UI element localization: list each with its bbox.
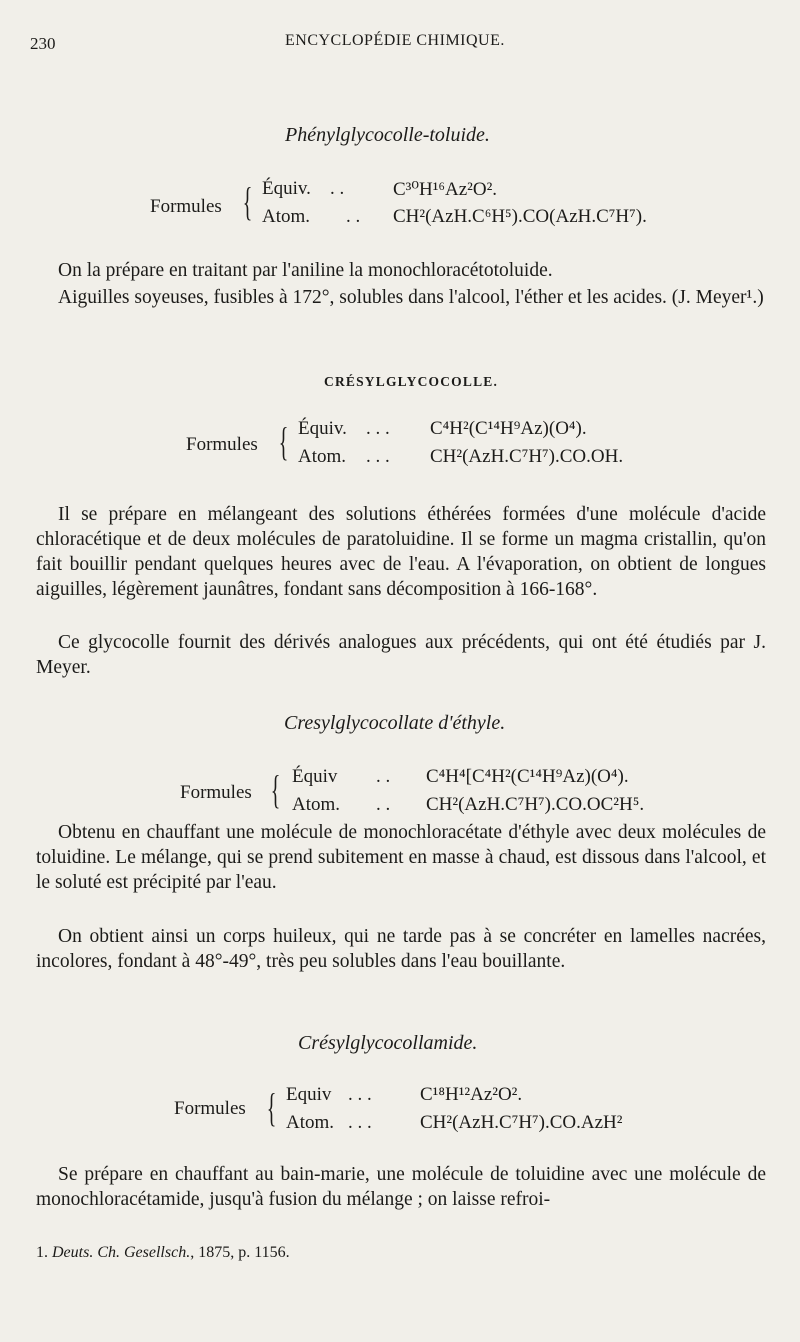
leader-dots: . . . (348, 1084, 372, 1105)
equiv-formula: C⁴H⁴[C⁴H²(C¹⁴H⁹Az)(O⁴). (426, 766, 629, 787)
paragraph: Il se prépare en mélangeant des solutions éthérées formées d'une molécule d'acide chloracétique et de deux molécules de paratoluidine. Il se forme un magma cristallin, qu'on fait bouillir pendant quelques heures avec de l'eau. A l'évaporation, on obtient de longues aiguilles, légèrement jaunâtres, fondant sans décomposition à 166-168°. (36, 504, 766, 600)
brace-icon: { (270, 767, 281, 812)
equiv-formula: C³⁰H¹⁶Az²O². (393, 179, 498, 200)
section-title-cresylglycocolle: CRÉSYLGLYCOCOLLE. (324, 374, 499, 389)
brace-icon: { (266, 1085, 277, 1130)
leader-dots: . . (376, 766, 391, 787)
section-title-phenylglycocolle-toluide: Phénylglycocolle-toluide. (285, 124, 490, 146)
equiv-label: Equiv (286, 1084, 332, 1105)
section-title-cresylglycocollamide: Crésylglycocollamide. (298, 1032, 478, 1054)
atom-formula: CH²(AzH.C⁶H⁵).CO(AzH.C⁷H⁷). (393, 206, 647, 227)
atom-label: Atom. (298, 446, 347, 467)
paragraph: Aiguilles soyeuses, fusibles à 172°, solubles dans l'alcool, l'éther et les acides. (J. Meyer¹.) (58, 287, 764, 308)
paragraph: Se prépare en chauffant au bain-marie, une molécule de toluidine avec une molécule de monochloracétamide, jusqu'à fusion du mélange ; on laisse refroi- (36, 1164, 766, 1210)
equiv-label: Équiv (292, 766, 338, 787)
atom-formula: CH²(AzH.C⁷H⁷).CO.OC²H⁵. (426, 794, 645, 815)
running-title: ENCYCLOPÉDIE CHIMIQUE. (285, 32, 505, 49)
paragraph: On obtient ainsi un corps huileux, qui ne tarde pas à se concréter en lamelles nacrées, incolores, fondant à 48°-49°, très peu solubles dans l'eau bouillante. (36, 926, 766, 972)
formula-block-1 (150, 178, 710, 238)
formula-label: Formules (174, 1098, 246, 1119)
formula-label: Formules (180, 782, 252, 803)
formula-block-3 (180, 766, 740, 826)
footnote-reference: , 1875, p. 1156. (190, 1244, 290, 1261)
leader-dots: . . . (348, 1112, 372, 1133)
atom-formula: CH²(AzH.C⁷H⁷).CO.OH. (430, 446, 624, 467)
footnote-source: Deuts. Ch. Gesellsch. (52, 1244, 191, 1261)
formula-block-2 (186, 418, 746, 478)
atom-label: Atom. (286, 1112, 335, 1133)
section-title-cresylglycocollate-ethyle: Cresylglycocollate d'éthyle. (284, 712, 506, 734)
atom-formula: CH²(AzH.C⁷H⁷).CO.AzH² (420, 1112, 623, 1133)
brace-icon: { (278, 419, 289, 464)
equiv-formula: C⁴H²(C¹⁴H⁹Az)(O⁴). (430, 418, 587, 439)
leader-dots: . . (346, 206, 361, 227)
equiv-label: Équiv. (298, 418, 347, 439)
formula-label: Formules (150, 196, 222, 217)
leader-dots: . . (330, 178, 345, 199)
formula-block-4 (174, 1084, 734, 1144)
formula-label: Formules (186, 434, 258, 455)
atom-label: Atom. (262, 206, 311, 227)
footnote (36, 1244, 290, 1262)
paragraph: Obtenu en chauffant une molécule de monochloracétate d'éthyle avec deux molécules de toluidine. Le mélange, qui se prend subitement en masse à chaud, est dissous dans l'alcool, et le soluté est précipité par l'eau. (36, 822, 766, 893)
footnote-number: 1. (36, 1244, 48, 1261)
paragraph: Ce glycocolle fournit des dérivés analogues aux précédents, qui ont été étudiés par J. Meyer. (36, 632, 766, 678)
leader-dots: . . . (366, 418, 390, 439)
paragraph: On la prépare en traitant par l'aniline la monochloracétotoluide. (58, 260, 553, 281)
atom-label: Atom. (292, 794, 341, 815)
equiv-label: Équiv. (262, 178, 311, 199)
page-number: 230 (30, 34, 56, 53)
leader-dots: . . (376, 794, 391, 815)
equiv-formula: C¹⁸H¹²Az²O². (420, 1084, 523, 1105)
brace-icon: { (242, 179, 253, 224)
leader-dots: . . . (366, 446, 390, 467)
